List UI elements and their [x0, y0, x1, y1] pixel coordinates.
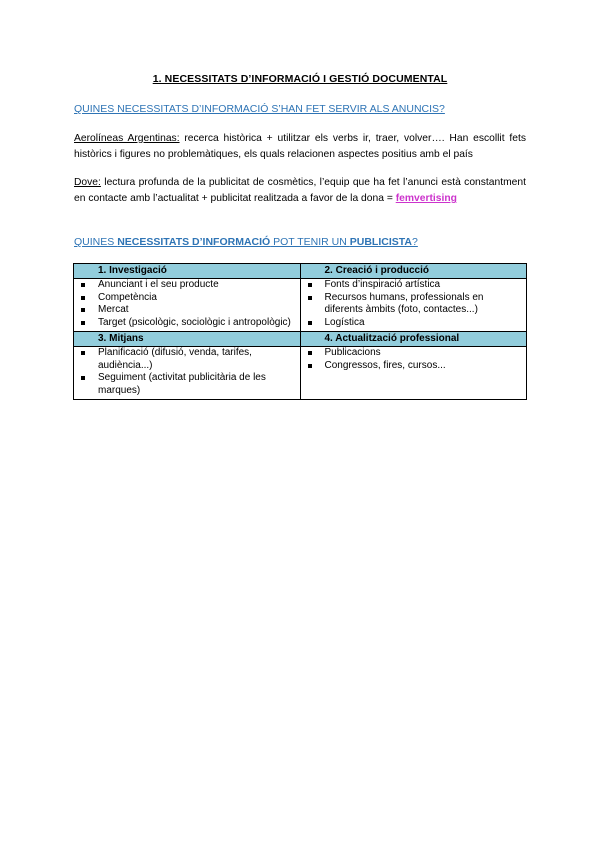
list-item: Competència: [78, 292, 296, 305]
header-creacio: 2. Creació i producció: [300, 264, 527, 279]
heading-bold-part: PUBLICISTA: [349, 236, 412, 248]
bullet-list: [305, 347, 523, 372]
heading-part: POT TENIR UN: [270, 236, 350, 248]
paragraph-aerolineas: [74, 131, 526, 163]
question-heading-publicist: [74, 236, 418, 248]
cell-actualitzacio: [300, 347, 527, 400]
list-item: Mercat: [78, 304, 296, 317]
list-item: Publicacions: [305, 347, 523, 360]
list-item: Seguiment (activitat publicitària de les marques): [78, 372, 296, 397]
question-heading-ads: QUINES NECESSITATS D’INFORMACIÓ S’HAN FET SERVIR ALS ANUNCIS?: [74, 103, 445, 115]
list-item: Planificació (difusió, venda, tarifes, audiència...): [78, 347, 296, 372]
header-actualitzacio: 4. Actualització professional: [300, 332, 527, 347]
list-item: Recursos humans, professionals en diferents àmbits (foto, contactes...): [305, 292, 523, 317]
list-item: Anunciant i el seu producte: [78, 279, 296, 292]
header-mitjans: 3. Mitjans: [74, 332, 301, 347]
header-investigacio: 1. Investigació: [74, 264, 301, 279]
brand-label-aerolineas: Aerolíneas Argentinas:: [74, 133, 180, 144]
heading-bold-part: NECESSITATS D’INFORMACIÓ: [117, 236, 271, 248]
paragraph-dove: [74, 175, 526, 207]
list-item: Congressos, fires, cursos...: [305, 360, 523, 373]
femvertising-link[interactable]: femvertising: [395, 193, 457, 204]
bullet-list: [78, 279, 296, 329]
brand-label-dove: Dove:: [74, 177, 101, 188]
needs-table: [73, 263, 527, 400]
paragraph-text: lectura profunda de la publicitat de cosmètics, l’equip que ha fet l’anunci està constantment en contacte amb l’actualitat + publicitat realitzada a favor de la dona =: [74, 177, 526, 204]
list-item: Target (psicològic, sociològic i antropològic): [78, 317, 296, 330]
page-title: 1. NECESSITATS D’INFORMACIÓ I GESTIÓ DOCUMENTAL: [152, 73, 448, 85]
paragraph-text: recerca històrica + utilitzar els verbs ir, traer, volver…. Han escollit fets històrics i figures no problemàtiques, els quals relacionen aspectes positius amb el país: [74, 133, 526, 160]
cell-mitjans: [74, 347, 301, 400]
heading-part: ?: [412, 236, 418, 248]
bullet-list: [78, 347, 296, 397]
list-item: Logística: [305, 317, 523, 330]
cell-investigacio: [74, 279, 301, 332]
bullet-list: [305, 279, 523, 329]
cell-creacio: [300, 279, 527, 332]
heading-part: QUINES: [74, 236, 118, 248]
list-item: Fonts d’inspiració artística: [305, 279, 523, 292]
